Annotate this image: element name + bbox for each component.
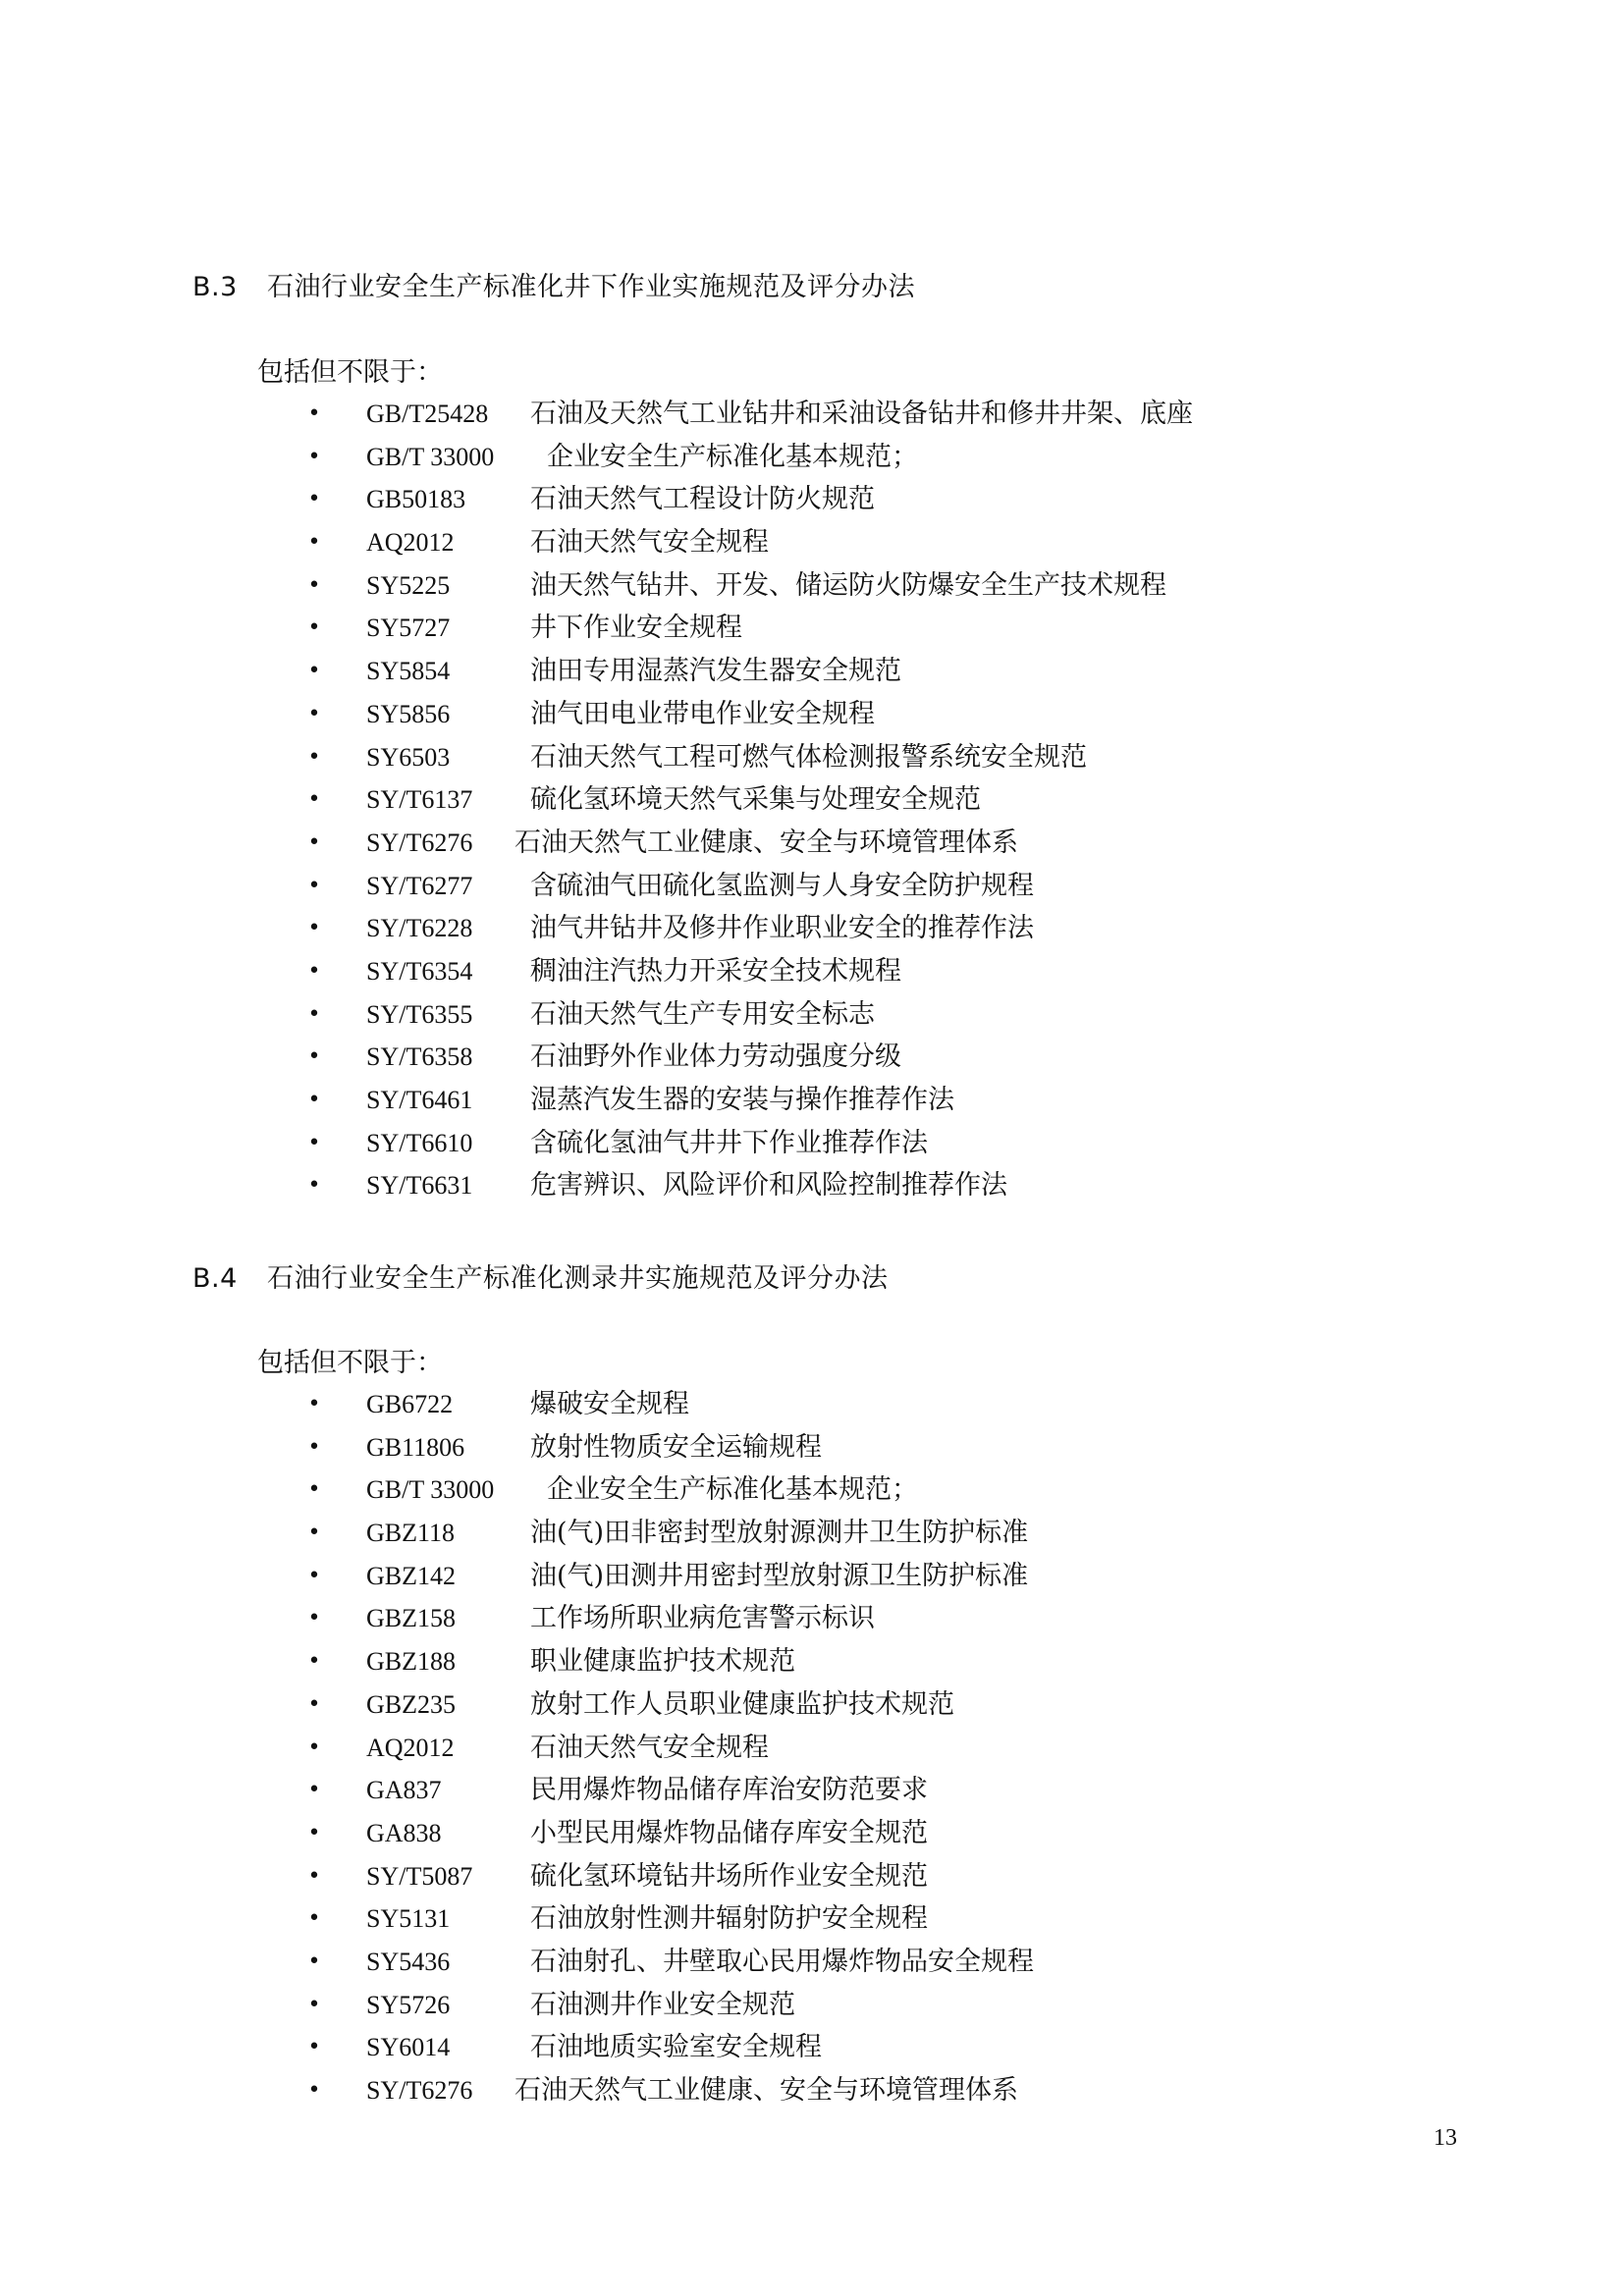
standard-title: 放射工作人员职业健康监护技术规范 [530, 1688, 954, 1720]
standard-title: 爆破安全规程 [530, 1389, 689, 1419]
bullet-icon: • [307, 1173, 321, 1199]
bullet-icon: • [307, 1649, 321, 1675]
standard-code: AQ2012 [366, 1733, 455, 1762]
section-number: B.4 [192, 1263, 238, 1294]
bullet-icon: • [307, 659, 321, 684]
standard-code: SY/T5087 [366, 1861, 473, 1891]
standard-title: 石油及天然气工业钻井和采油设备钻井和修井井架、底座 [530, 399, 1193, 429]
standard-code: SY/T6277 [366, 871, 473, 900]
bullet-icon: • [307, 1949, 321, 1974]
bullet-icon: • [307, 787, 321, 813]
standard-title: 油天然气钻井、开发、储运防火防爆安全生产技术规程 [530, 569, 1166, 601]
bullet-icon: • [307, 1820, 321, 1845]
standard-title: 民用爆炸物品储存库治安防范要求 [530, 1775, 928, 1806]
standard-title: 硫化氢环境钻井场所作业安全规范 [530, 1860, 928, 1892]
standard-title: 油(气)田非密封型放射源测井卫生防护标准 [530, 1518, 1029, 1549]
standard-code: SY/T6276 [366, 2076, 473, 2105]
standard-code: SY/T6461 [366, 1086, 473, 1114]
standard-code: SY/T6355 [366, 999, 473, 1029]
bullet-icon: • [307, 1863, 321, 1889]
standard-title: 含硫油气田硫化氢监测与人身安全防护规程 [530, 870, 1034, 901]
bullet-icon: • [307, 701, 321, 726]
standard-title: 石油放射性测井辐射防护安全规程 [530, 1903, 928, 1935]
standard-title: 油气井钻井及修井作业职业安全的推荐作法 [530, 913, 1034, 944]
standard-code: SY5225 [366, 570, 451, 600]
bullet-icon: • [307, 444, 321, 469]
section-intro: 包括但不限于： [257, 357, 443, 388]
standard-code: SY/T6631 [366, 1171, 473, 1201]
standard-code: AQ2012 [366, 528, 455, 558]
standard-title: 油田专用湿蒸汽发生器安全规范 [530, 656, 901, 687]
bullet-icon: • [307, 829, 321, 855]
section-title: 石油行业安全生产标准化井下作业实施规范及评分办法 [267, 272, 915, 302]
section-heading-b3 [192, 265, 915, 303]
standard-code: GBZ142 [366, 1561, 456, 1590]
standard-code: GBZ188 [366, 1647, 456, 1677]
standard-title: 含硫化氢油气井井下作业推荐作法 [530, 1127, 928, 1158]
bullet-icon: • [307, 1521, 321, 1546]
bullet-icon: • [307, 615, 321, 641]
standard-code: SY6503 [366, 742, 451, 772]
bullet-icon: • [307, 1130, 321, 1155]
standard-code: SY5854 [366, 657, 451, 686]
standard-code: SY5131 [366, 1904, 451, 1934]
bullet-icon: • [307, 1906, 321, 1932]
bullet-icon: • [307, 572, 321, 598]
bullet-icon: • [307, 401, 321, 426]
bullet-icon: • [307, 1735, 321, 1760]
standard-code: GB50183 [366, 485, 466, 514]
standard-title: 石油天然气工程可燃气体检测报警系统安全规范 [530, 741, 1087, 773]
standard-code: GB/T 33000 [366, 1475, 495, 1505]
bullet-icon: • [307, 2078, 321, 2103]
bullet-icon: • [307, 1563, 321, 1588]
standard-code: SY5856 [366, 699, 451, 728]
standard-code: SY6014 [366, 2033, 451, 2062]
standard-title: 石油地质实验室安全规程 [530, 2032, 822, 2063]
standard-title: 工作场所职业病危害警示标识 [530, 1603, 875, 1634]
standard-code: SY/T6137 [366, 785, 473, 815]
standard-title: 稠油注汽热力开采安全技术规程 [530, 955, 901, 987]
standard-title: 石油天然气工业健康、安全与环境管理体系 [514, 2075, 1018, 2106]
standard-title: 石油天然气安全规程 [530, 1732, 769, 1763]
standard-code: SY/T6276 [366, 828, 473, 857]
bullet-icon: • [307, 1044, 321, 1070]
bullet-icon: • [307, 744, 321, 770]
standard-code: GA838 [366, 1818, 442, 1847]
standard-code: SY5727 [366, 614, 451, 643]
bullet-icon: • [307, 1001, 321, 1027]
bullet-icon: • [307, 1778, 321, 1803]
bullet-icon: • [307, 916, 321, 941]
standard-code: GB11806 [366, 1432, 465, 1462]
bullet-icon: • [307, 2035, 321, 2060]
section-number: B.3 [192, 272, 238, 302]
standard-title: 危害辨识、风险评价和风险控制推荐作法 [530, 1170, 1007, 1201]
standard-title: 石油射孔、井壁取心民用爆炸物品安全规程 [530, 1946, 1034, 1977]
section-title: 石油行业安全生产标准化测录井实施规范及评分办法 [267, 1263, 889, 1294]
bullet-icon: • [307, 1392, 321, 1416]
standard-title: 石油天然气安全规程 [530, 527, 769, 559]
bullet-icon: • [307, 1088, 321, 1112]
standard-code: SY/T6358 [366, 1042, 473, 1072]
standard-title: 石油天然气生产专用安全标志 [530, 998, 875, 1030]
standard-code: SY/T6354 [366, 956, 473, 986]
standard-title: 企业安全生产标准化基本规范； [547, 441, 918, 472]
standard-title: 硫化氢环境天然气采集与处理安全规范 [530, 784, 981, 816]
standard-code: GA837 [366, 1776, 442, 1805]
standard-code: SY5726 [366, 1990, 451, 2019]
standard-title: 湿蒸汽发生器的安装与操作推荐作法 [530, 1085, 954, 1115]
standard-title: 石油测井作业安全规范 [530, 1989, 795, 2020]
standard-title: 油(气)田测井用密封型放射源卫生防护标准 [530, 1560, 1029, 1591]
standard-code: GBZ235 [366, 1689, 456, 1719]
bullet-icon: • [307, 530, 321, 556]
bullet-icon: • [307, 1606, 321, 1631]
bullet-icon: • [307, 958, 321, 984]
standard-code: GB6722 [366, 1390, 454, 1418]
standard-title: 油气田电业带电作业安全规程 [530, 698, 875, 729]
standard-title: 放射性物质安全运输规程 [530, 1431, 822, 1463]
standard-code: SY/T6228 [366, 914, 473, 943]
bullet-icon: • [307, 1477, 321, 1503]
bullet-icon: • [307, 873, 321, 898]
standard-code: SY5436 [366, 1947, 451, 1976]
standard-title: 石油天然气工程设计防火规范 [530, 484, 875, 515]
standard-code: GB/T25428 [366, 400, 489, 428]
standard-title: 职业健康监护技术规范 [530, 1646, 795, 1678]
section-intro: 包括但不限于： [257, 1348, 443, 1378]
standard-title: 企业安全生产标准化基本规范； [547, 1474, 918, 1506]
standard-code: SY/T6610 [366, 1128, 473, 1157]
page-number: 13 [1434, 2125, 1457, 2151]
standard-title: 小型民用爆炸物品储存库安全规范 [530, 1817, 928, 1848]
standard-title: 井下作业安全规程 [530, 613, 742, 644]
standard-code: GBZ158 [366, 1604, 456, 1633]
standard-code: GB/T 33000 [366, 442, 495, 471]
standard-title: 石油野外作业体力劳动强度分级 [530, 1041, 901, 1073]
standard-code: GBZ118 [366, 1519, 456, 1548]
bullet-icon: • [307, 1434, 321, 1460]
standard-title: 石油天然气工业健康、安全与环境管理体系 [514, 827, 1018, 858]
bullet-icon: • [307, 1992, 321, 2017]
section-heading-b4 [192, 1256, 889, 1295]
bullet-icon: • [307, 487, 321, 512]
bullet-icon: • [307, 1691, 321, 1717]
